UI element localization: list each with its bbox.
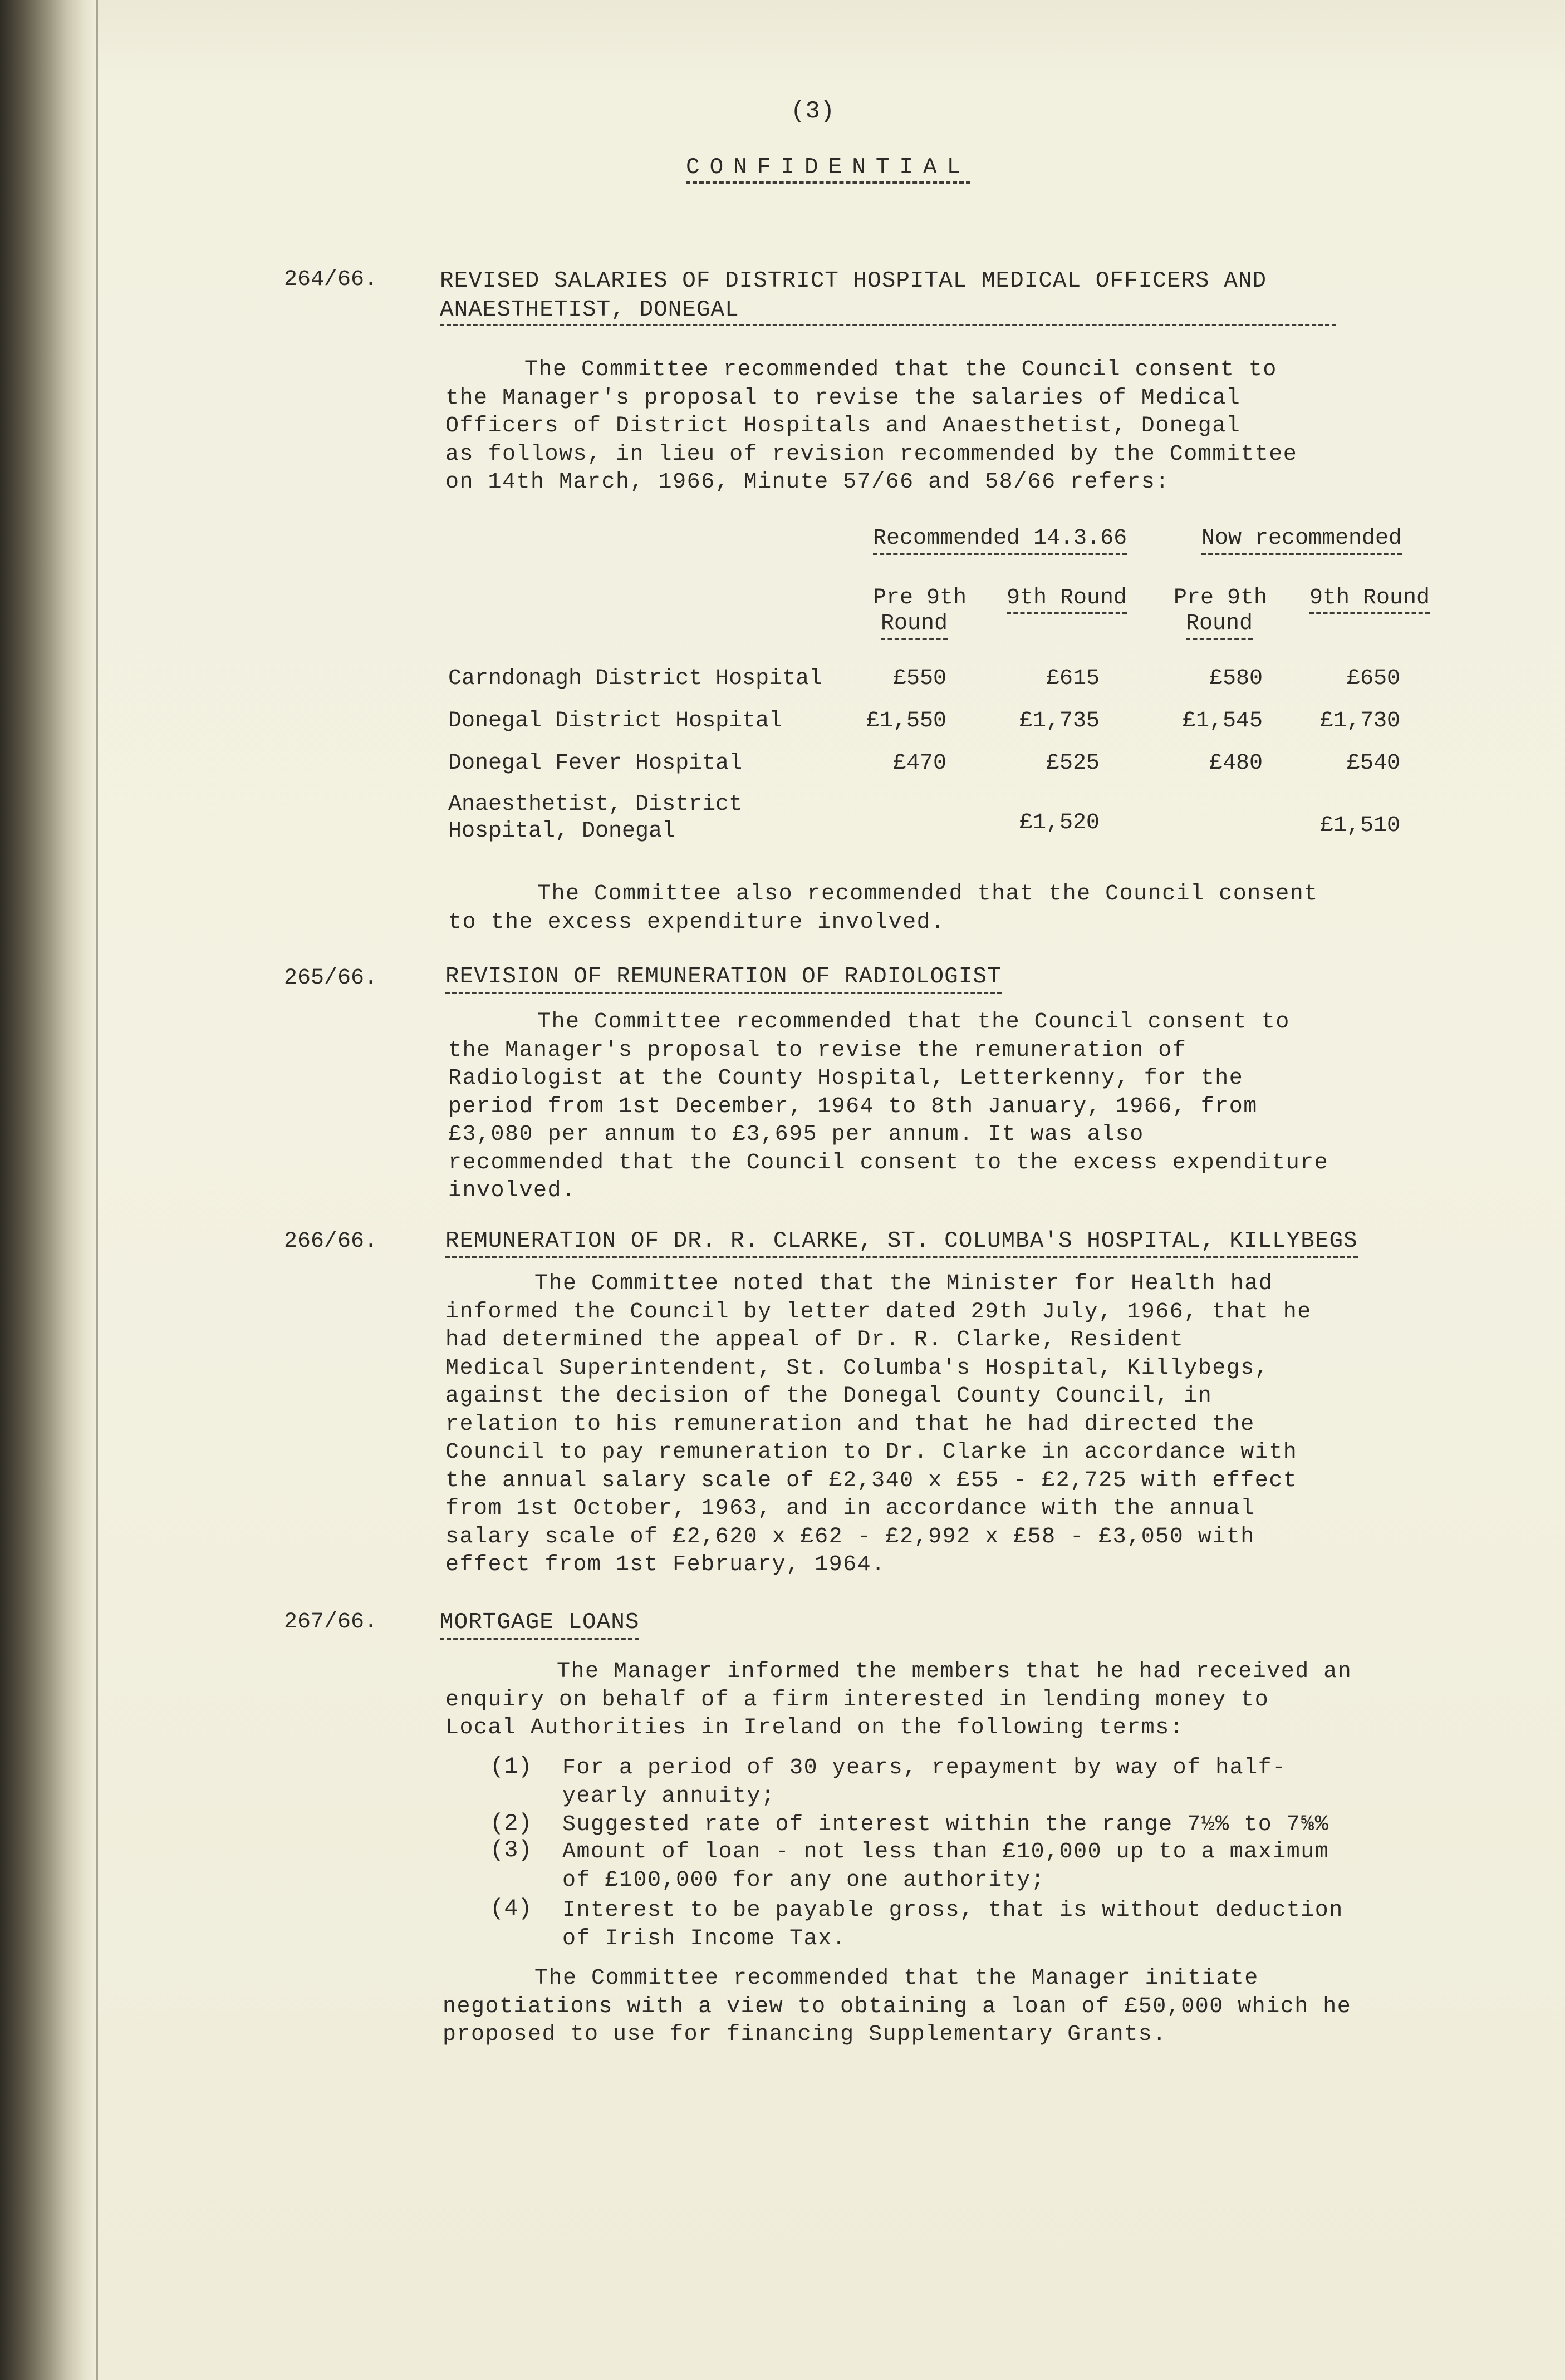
- minute-267-para1: [445, 1658, 1352, 1743]
- para-line: the annual salary scale of £2,340 x £55 - £2,725 with effect: [445, 1468, 1298, 1493]
- page-number: (3): [791, 97, 835, 125]
- minute-266-title: REMUNERATION OF DR. R. CLARKE, ST. COLUMBA'S HOSPITAL, KILLYBEGS: [445, 1227, 1358, 1258]
- table-cell: £1,735: [1019, 709, 1100, 734]
- minute-number-264: 264/66.: [284, 267, 378, 292]
- table-cell: £540: [1346, 751, 1400, 776]
- term-number: (3): [490, 1837, 532, 1863]
- table-cell: £525: [1046, 751, 1100, 776]
- para-line: Amount of loan - not less than £10,000 up to a maximum: [562, 1840, 1329, 1865]
- table-cell: £650: [1346, 666, 1400, 691]
- minute-267-title: MORTGAGE LOANS: [440, 1609, 639, 1640]
- para-line: yearly annuity;: [562, 1783, 776, 1809]
- para-line: Suggested rate of interest within the range 7½% to 7⅝%: [562, 1812, 1329, 1837]
- minute-number-267: 267/66.: [284, 1610, 378, 1635]
- minute-number-265: 265/66.: [284, 966, 378, 991]
- table-cell: £1,550: [866, 709, 946, 734]
- minute-264-title-line1: REVISED SALARIES OF DISTRICT HOSPITAL MEDICAL OFFICERS AND: [440, 268, 1267, 294]
- term-number: (4): [490, 1895, 532, 1922]
- table-group-now: Now recommended: [1201, 526, 1402, 555]
- para-line: salary scale of £2,620 x £62 - £2,992 x £58 - £3,050 with: [445, 1524, 1255, 1550]
- para-line: Council to pay remuneration to Dr. Clarke in accordance with: [445, 1440, 1298, 1465]
- table-cell: £550: [892, 666, 946, 691]
- para-line: to the excess expenditure involved.: [448, 909, 945, 935]
- minute-264-para2: [448, 881, 1318, 937]
- col3-heading-line2: Round: [1186, 611, 1253, 640]
- para-line: on 14th March, 1966, Minute 57/66 and 58/66 refers:: [445, 470, 1170, 495]
- table-cell: £1,730: [1319, 709, 1400, 734]
- para-line: involved.: [448, 1178, 576, 1203]
- table-cell: £1,545: [1182, 709, 1263, 734]
- minute-264-para1: [445, 356, 1297, 497]
- table-cell: £470: [892, 751, 946, 776]
- term-number: (2): [490, 1810, 532, 1837]
- table-cell: £1,510: [1319, 813, 1400, 838]
- table-cell: £580: [1209, 666, 1263, 691]
- para-line: of Irish Income Tax.: [562, 1926, 847, 1951]
- minute-265-title: REVISION OF REMUNERATION OF RADIOLOGIST: [445, 963, 1002, 994]
- para-line: recommended that the Council consent to the excess expenditure: [448, 1150, 1329, 1176]
- table-group-recommended: Recommended 14.3.66: [873, 526, 1127, 555]
- col3-heading-line1: Pre 9th: [1174, 586, 1268, 611]
- para-line: The Committee also recommended that the Council consent: [537, 882, 1318, 907]
- confidential-heading: CONFIDENTIAL: [686, 155, 970, 184]
- col1-heading-line1: Pre 9th: [873, 586, 967, 611]
- table-cell: £615: [1046, 666, 1100, 691]
- para-line: The Committee recommended that the Manager initiate: [534, 1966, 1259, 1991]
- para-line: £3,080 per annum to £3,695 per annum. It was also: [448, 1122, 1144, 1147]
- para-line: The Committee recommended that the Council consent to: [537, 1010, 1290, 1035]
- minute-264-title-line2: [440, 296, 1336, 326]
- para-line: as follows, in lieu of revision recommended by the Committee: [445, 441, 1298, 467]
- para-line: Medical Superintendent, St. Columba's Hospital, Killybegs,: [445, 1355, 1269, 1381]
- para-line: had determined the appeal of Dr. R. Clarke, Resident: [445, 1327, 1184, 1353]
- para-line: the Manager's proposal to revise the remuneration of: [448, 1037, 1187, 1063]
- para-line: effect from 1st February, 1964.: [445, 1552, 886, 1577]
- table-cell: £1,520: [1019, 810, 1100, 835]
- para-line: against the decision of the Donegal County Council, in: [445, 1384, 1213, 1409]
- row-name-donegal-fever: Donegal Fever Hospital: [448, 751, 743, 776]
- minute-number-266: 266/66.: [284, 1229, 378, 1254]
- row-name-anaesthetist-line1: Anaesthetist, District: [448, 792, 743, 817]
- minute-265-para: [448, 1009, 1328, 1206]
- para-line: The Manager informed the members that he had received an: [557, 1659, 1352, 1684]
- para-line: Radiologist at the County Hospital, Letterkenny, for the: [448, 1066, 1244, 1091]
- term-text: [562, 1838, 1329, 1895]
- col4-heading: 9th Round: [1309, 586, 1430, 614]
- para-line: of £100,000 for any one authority;: [562, 1867, 1046, 1893]
- term-number: (1): [490, 1753, 532, 1780]
- term-text: [562, 1897, 1343, 1953]
- para-line: informed the Council by letter dated 29th July, 1966, that he: [445, 1299, 1312, 1325]
- para-line: The Committee recommended that the Council consent to: [524, 357, 1277, 382]
- col2-heading: 9th Round: [1007, 586, 1127, 614]
- para-line: relation to his remuneration and that he had directed the: [445, 1412, 1255, 1437]
- para-line: proposed to use for financing Supplementary Grants.: [443, 2022, 1167, 2047]
- para-line: negotiations with a view to obtaining a loan of £50,000 which he: [443, 1994, 1352, 2019]
- row-name-donegal-district: Donegal District Hospital: [448, 709, 783, 734]
- minute-266-para: [445, 1270, 1312, 1580]
- binding-gutter: [0, 0, 97, 2380]
- para-line: The Committee noted that the Minister for Health had: [534, 1271, 1273, 1296]
- term-text: [562, 1754, 1287, 1811]
- para-line: Local Authorities in Ireland on the following terms:: [445, 1715, 1184, 1740]
- row-name-anaesthetist-line2: Hospital, Donegal: [448, 819, 676, 844]
- row-name-carndonagh: Carndonagh District Hospital: [448, 666, 823, 691]
- term-text: [562, 1811, 1329, 1840]
- col1-heading-line2: Round: [881, 611, 948, 640]
- table-cell: £480: [1209, 751, 1263, 776]
- para-line: Officers of District Hospitals and Anaesthetist, Donegal: [445, 414, 1241, 439]
- minute-267-para2: [443, 1965, 1351, 2049]
- minute-264-title-line2-text: ANAESTHETIST, DONEGAL: [440, 297, 739, 323]
- para-line: period from 1st December, 1964 to 8th January, 1966, from: [448, 1094, 1258, 1119]
- para-line: from 1st October, 1963, and in accordance with the annual: [445, 1496, 1255, 1521]
- para-line: the Manager's proposal to revise the salaries of Medical: [445, 385, 1241, 411]
- para-line: enquiry on behalf of a firm interested in lending money to: [445, 1687, 1269, 1713]
- para-line: Interest to be payable gross, that is without deduction: [562, 1898, 1343, 1923]
- para-line: For a period of 30 years, repayment by way of half-: [562, 1756, 1287, 1781]
